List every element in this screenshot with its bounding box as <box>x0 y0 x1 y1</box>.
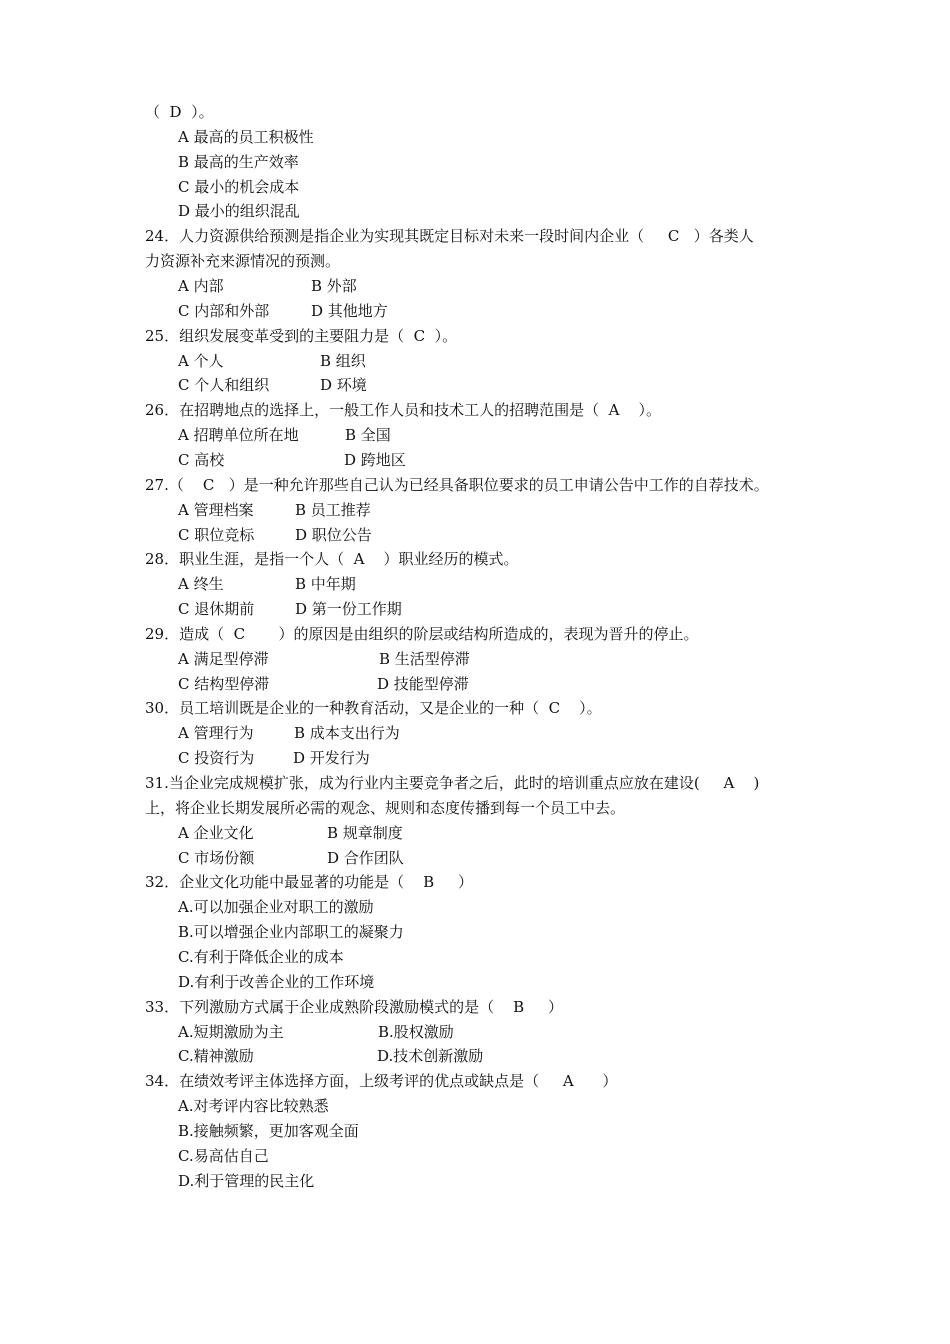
question-text: 30．员工培训既是企业的一种教育活动，又是企业的一种（ C ）。 <box>145 699 602 718</box>
option-item: C 最小的机会成本 <box>178 177 300 196</box>
option-item: D 职位公告 <box>295 525 372 544</box>
option-item: A 满足型停滞 <box>178 649 269 668</box>
option-item: C 高校 <box>178 450 225 469</box>
question-text: 26．在招聘地点的选择上，一般工作人员和技术工人的招聘范围是（ A ）。 <box>145 401 662 420</box>
option-item: A 企业文化 <box>178 823 254 842</box>
option-item: C 投资行为 <box>178 749 255 768</box>
option-item: D 开发行为 <box>293 749 370 768</box>
question-text: 上，将企业长期发展所必需的观念、规则和态度传播到每一个员工中去。 <box>145 798 626 817</box>
option-item: D 技能型停滞 <box>377 674 469 693</box>
option-item: C.精神激励 <box>178 1047 254 1066</box>
question-text: 32．企业文化功能中最显著的功能是（ B ） <box>145 873 474 892</box>
question-text: 33．下列激励方式属于企业成熟阶段激励模式的是（ B ） <box>145 997 564 1016</box>
option-item: D 第一份工作期 <box>295 600 402 618</box>
option-item: B 全国 <box>345 426 391 445</box>
option-item: D 其他地方 <box>311 301 388 320</box>
option-item: B 成本支出行为 <box>294 724 400 743</box>
option-item: A 个人 <box>178 351 224 370</box>
question-text: 27.（ C ）是一种允许那些自己认为已经具备职位要求的员工申请公告中工作的自荐技术。 <box>145 475 769 494</box>
option-item: B 规章制度 <box>327 823 403 842</box>
option-item: A 管理行为 <box>178 724 254 743</box>
option-item: D.技术创新激励 <box>377 1047 484 1066</box>
question-text: 力资源补充来源情况的预测。 <box>145 252 341 271</box>
option-item: D.利于管理的民主化 <box>178 1171 315 1190</box>
question-text: 25．组织发展变革受到的主要阻力是（ C ）。 <box>145 326 458 345</box>
option-item: B 员工推荐 <box>295 500 371 519</box>
option-item: B 外部 <box>311 277 357 295</box>
option-item: D 合作团队 <box>327 848 404 867</box>
option-item: C.有利于降低企业的成本 <box>178 947 344 966</box>
option-item: A.可以加强企业对职工的激励 <box>178 898 374 917</box>
question-text: 29．造成（ C ）的原因是由组织的阶层或结构所造成的，表现为晋升的停止。 <box>145 624 699 643</box>
option-item: B 生活型停滞 <box>379 649 470 668</box>
option-item: C 市场份额 <box>178 848 255 867</box>
question-text: 31.当企业完成规模扩张，成为行业内主要竞争者之后，此时的培训重点应放在建设( A ) <box>145 774 760 792</box>
question-text: （ D ）。 <box>145 103 214 121</box>
option-item: A.对考评内容比较熟悉 <box>178 1097 329 1115</box>
option-item: C 职位竞标 <box>178 525 255 544</box>
option-item: A 最高的员工积极性 <box>178 127 314 146</box>
option-item: C.易高估自己 <box>178 1146 269 1165</box>
option-item: C 个人和组织 <box>178 376 270 395</box>
option-item: B.可以增强企业内部职工的凝聚力 <box>178 923 404 942</box>
option-item: A 管理档案 <box>178 500 254 519</box>
option-item: C 内部和外部 <box>178 301 270 320</box>
option-item: C 退休期前 <box>178 600 255 618</box>
question-text: 34．在绩效考评主体选择方面，上级考评的优点或缺点是（ A ） <box>145 1072 618 1091</box>
option-item: A 招聘单位所在地 <box>178 426 299 445</box>
option-item: C 结构型停滞 <box>178 674 270 693</box>
option-item: B 中年期 <box>295 575 356 594</box>
option-item: B.股权激励 <box>378 1022 454 1041</box>
option-item: D 最小的组织混乱 <box>178 202 300 221</box>
option-item: D.有利于改善企业的工作环境 <box>178 972 375 991</box>
option-item: A.短期激励为主 <box>178 1022 284 1041</box>
option-item: D 环境 <box>320 376 367 395</box>
option-item: B 组织 <box>320 351 366 370</box>
question-text: 24．人力资源供给预测是指企业为实现其既定目标对未来一段时间内企业（ C ）各类人 <box>145 227 754 246</box>
option-item: D 跨地区 <box>344 450 406 469</box>
option-item: A 终生 <box>178 575 224 594</box>
question-text: 28．职业生涯，是指一个人（ A ）职业经历的模式。 <box>145 550 519 569</box>
option-item: B.接触频繁，更加客观全面 <box>178 1121 359 1140</box>
option-item: A 内部 <box>178 277 224 295</box>
option-item: B 最高的生产效率 <box>178 152 299 171</box>
